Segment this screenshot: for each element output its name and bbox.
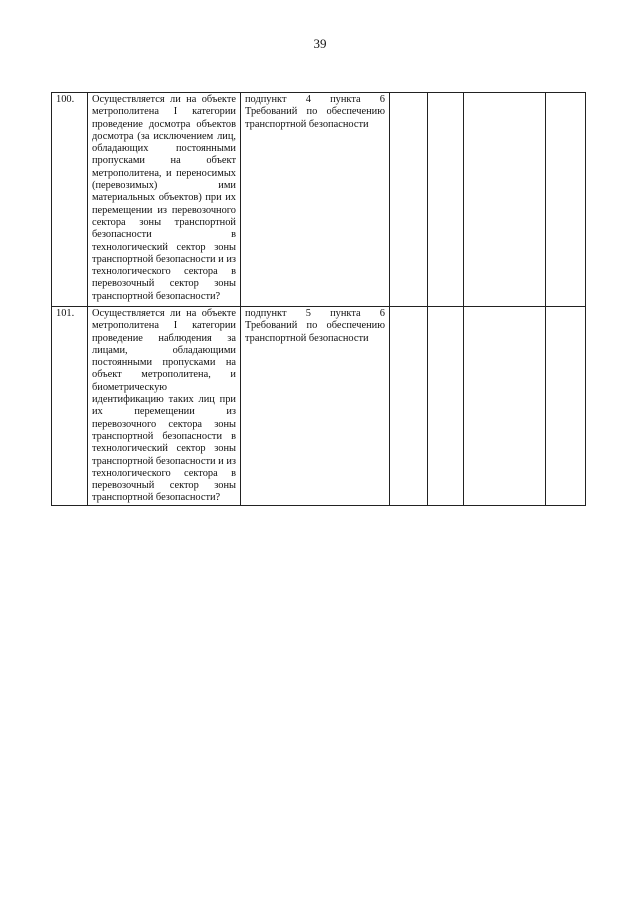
answer-cell-not-applicable (464, 307, 546, 506)
item-number: 101. (52, 307, 88, 506)
item-question: Осуществляется ли на объекте метрополитена I категории проведение наблюдения за лицами, обладающими постоянными пропусками на объект метрополитена, и биометрическую идентификацию таких лиц при их перемещении из перевозочного сектора зоны транспортной безопасности в технологический сектор зоны транспортной безопасности и из технологического сектора в перевозочный сектор зоны транспортной безопасности? (88, 307, 241, 506)
answer-cell-note (546, 93, 586, 307)
table-row (52, 307, 586, 506)
item-legal-basis: подпункт 4 пункта 6 Требований по обеспечению транспортной безопасности (241, 93, 390, 307)
answer-cell-note (546, 307, 586, 506)
page-number: 39 (313, 36, 327, 51)
answer-cell-yes (390, 93, 428, 307)
checklist-table (51, 92, 586, 506)
item-number: 100. (52, 93, 88, 307)
answer-cell-no (428, 307, 464, 506)
answer-cell-yes (390, 307, 428, 506)
answer-cell-no (428, 93, 464, 307)
item-question: Осуществляется ли на объекте метрополитена I категории проведение досмотра объектов досмотра (за исключением лиц, обладающих постоянными пропусками на объект метрополитена, и переносимых (перевозимых) ими материальных объектов) при их перемещении из перевозочного сектора зоны транспортной безопасности в технологический сектор зоны транспортной безопасности и из технологического сектора в перевозочный сектор зоны транспортной безопасности? (88, 93, 241, 307)
item-legal-basis: подпункт 5 пункта 6 Требований по обеспечению транспортной безопасности (241, 307, 390, 506)
answer-cell-not-applicable (464, 93, 546, 307)
table-row (52, 93, 586, 307)
